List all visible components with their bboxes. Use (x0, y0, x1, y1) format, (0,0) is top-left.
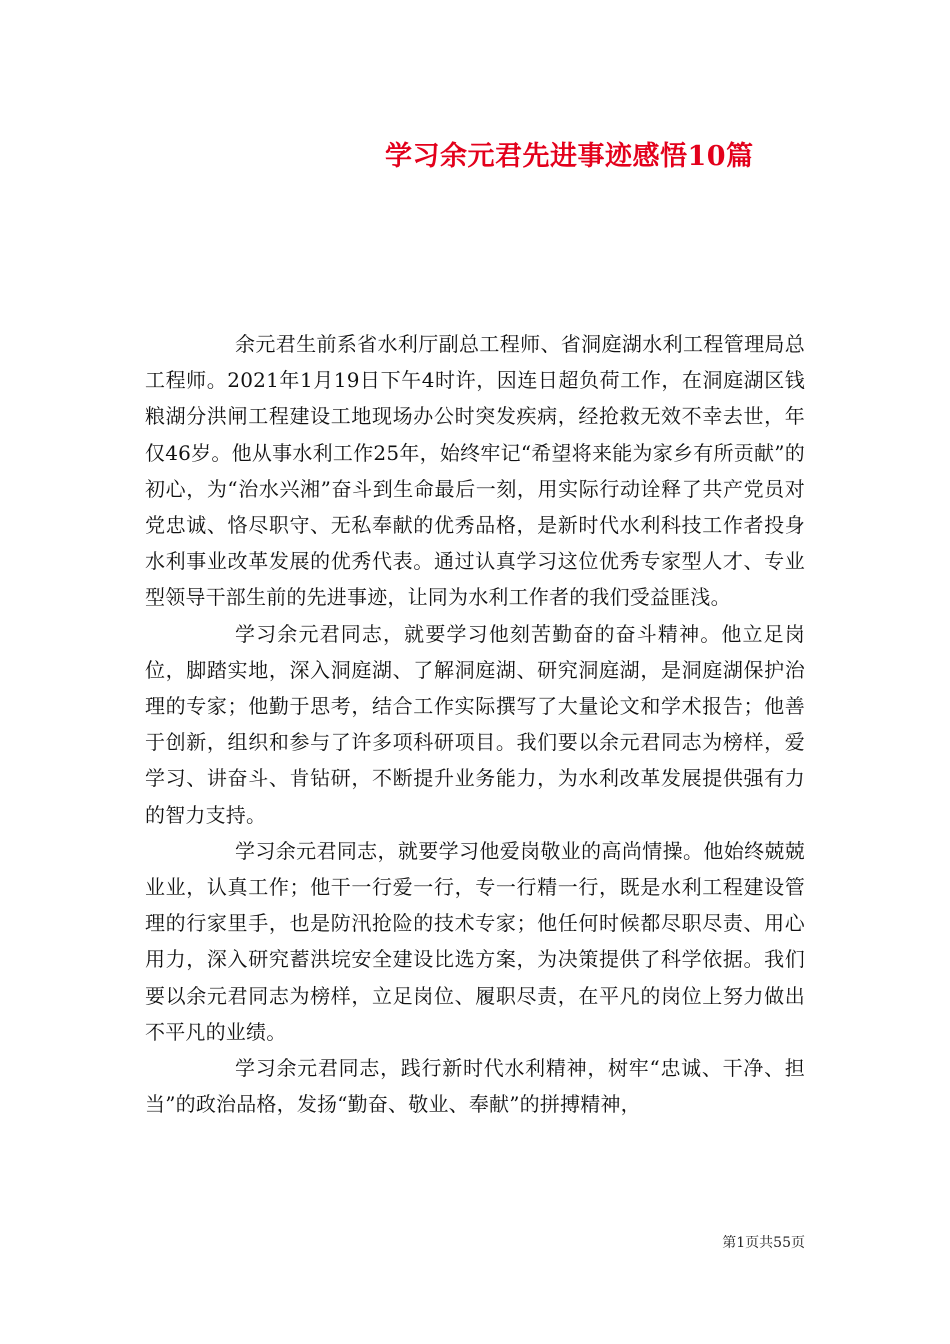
paragraph-diligence: 学习余元君同志，就要学习他刻苦勤奋的奋斗精神。他立足岗位，脚踏实地，深入洞庭湖、了解洞庭湖、研究洞庭湖，是洞庭湖保护治理的专家；他勤于思考，结合工作实际撰写了大量论文和学术报告；他善于创新，组织和参与了许多项科研项目。我们要以余元君同志为榜样，爱学习、讲奋斗、肯钻研，不断提升业务能力，为水利改革发展提供强有力的智力支持。 (145, 621, 805, 827)
paragraph-intro: 余元君生前系省水利厅副总工程师、省洞庭湖水利工程管理局总工程师。2021年1月19日下午4时许，因连日超负荷工作，在洞庭湖区钱粮湖分洪闸工程建设工地现场办公时突发疾病，经抢救无效不幸去世，年仅46岁。他从事水利工作25年，始终牢记“希望将来能为家乡有所贡献”的初心，为“治水兴湘”奋斗到生命最后一刻，用实际行动诠释了共产党员对党忠诚、恪尽职守、无私奉献的优秀品格，是新时代水利科技工作者投身水利事业改革发展的优秀代表。通过认真学习这位优秀专家型人才、专业型领导干部生前的先进事迹，让同为水利工作者的我们受益匪浅。 (145, 332, 805, 610)
paragraph-spirit: 学习余元君同志，践行新时代水利精神，树牢“忠诚、干净、担当”的政治品格，发扬“勤奋、敬业、奉献”的拼搏精神， (145, 1056, 805, 1117)
page-number: 第1页共55页 (722, 1235, 805, 1251)
document-body (145, 326, 805, 1122)
document-title: 学习余元君先进事迹感悟10篇 (385, 141, 754, 172)
paragraph-dedication: 学习余元君同志，就要学习他爱岗敬业的高尚情操。他始终兢兢业业，认真工作；他干一行爱一行，专一行精一行，既是水利工程建设管理的行家里手，也是防汛抢险的技术专家；他任何时候都尽职尽责、用心用力，深入研究蓄洪垸安全建设比选方案，为决策提供了科学依据。我们要以余元君同志为榜样，立足岗位、履职尽责，在平凡的岗位上努力做出不平凡的业绩。 (145, 838, 805, 1044)
